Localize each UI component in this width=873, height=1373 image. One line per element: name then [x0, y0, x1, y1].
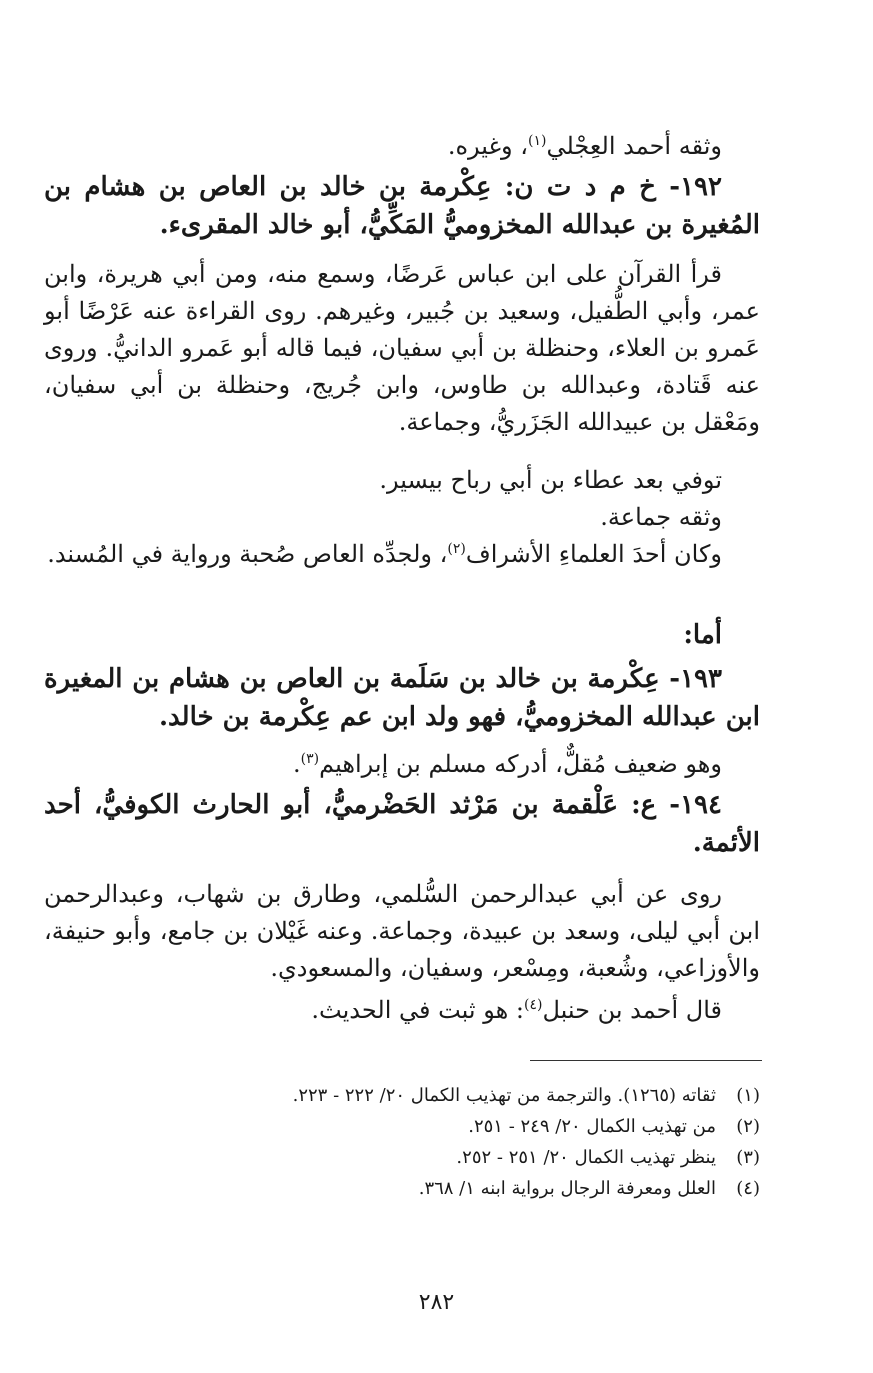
footnote-item [44, 1173, 760, 1204]
paragraph-text: وثقه أحمد العِجْلي [546, 132, 722, 160]
paragraph-narrators: روى عن أبي عبدالرحمن السُّلمي، وطارق بن شهاب، وعبدالرحمن ابن أبي ليلى، وسعد بن عبيدة، وجماعة. وعنه غَيْلان بن جامع، وأبو حنيفة، والأوزاعي، وشُعبة، ومِسْعر، وسفيان، والمسعودي. [44, 880, 760, 982]
footnote-text: ثقاته (١٢٦٥). والترجمة من تهذيب الكمال ٢٠/ ٢٢٢ - ٢٢٣. [292, 1085, 716, 1106]
paragraph-text: ، وغيره. [447, 132, 529, 160]
paragraph-trust: وثقه جماعة. [600, 503, 722, 531]
entry-194-heading: ١٩٤- ع: عَلْقمة بن مَرْثد الحَضْرميُّ، أبو الحارث الكوفيُّ، أحد الأئمة. [44, 790, 760, 858]
footnote-ref: (٣) [300, 751, 320, 767]
paragraph-weak [44, 746, 760, 783]
paragraph-reading: قرأ القرآن على ابن عباس عَرضًا، وسمع منه، ومن أبي هريرة، وابن عمر، وأبي الطُّفيل، وسعيد بن جُبير، وغيرهم. روى القراءة عنه عَرْضًا أبو عَمرو بن العلاء، وحنظلة بن أبي سفيان، فيما قاله أبو عَمرو الدانيُّ. وروى عنه قَتادة، وعبدالله بن طاوس، وابن جُريج، وحنظلة بن أبي سفيان، ومَعْقل بن عبيدالله الجَزَريُّ، وجماعة. [44, 260, 760, 436]
paragraph-death: توفي بعد عطاء بن أبي رباح بيسير. [379, 466, 722, 494]
page-number: ٢٨٢ [418, 1290, 455, 1315]
footnote-number: (١) [736, 1085, 760, 1106]
entry-192-heading: ١٩٢- خ م د ت ن: عِكْرمة بن خالد بن العاص بن هشام بن المُغيرة بن عبدالله المخزوميُّ المَكِّيُّ، أبو خالد المقرىء. [44, 172, 760, 240]
footnote-number: (٣) [736, 1147, 760, 1168]
footnote-item [44, 1080, 760, 1111]
paragraph-ijli [44, 128, 760, 165]
footnote-ref: (٤) [524, 997, 543, 1013]
footnote-text: ينظر تهذيب الكمال ٢٠/ ٢٥١ - ٢٥٢. [456, 1147, 716, 1168]
footnote-number: (٤) [736, 1178, 760, 1199]
paragraph-text: ، ولجدِّه العاص صُحبة ورواية في المُسند. [47, 540, 448, 568]
paragraph-text: وكان أحدَ العلماءِ الأشراف [465, 540, 722, 568]
footnote-ref: (٢) [447, 541, 466, 557]
footnote-item [44, 1142, 760, 1173]
paragraph-text: . [293, 750, 301, 778]
paragraph-text: : هو ثبت في الحديث. [311, 996, 524, 1024]
footnote-divider [530, 1060, 762, 1061]
paragraph-text: قال أحمد بن حنبل [542, 996, 722, 1024]
footnotes [44, 1080, 760, 1204]
footnote-ref: (١) [528, 133, 547, 149]
footnote-text: من تهذيب الكمال ٢٠/ ٢٤٩ - ٢٥١. [468, 1116, 716, 1137]
section-ama: أما: [683, 620, 722, 650]
paragraph-nobles [44, 536, 760, 573]
paragraph-hanbal [44, 992, 760, 1029]
entry-193-heading: ١٩٣- عِكْرمة بن خالد بن سَلَمة بن العاص بن هشام بن المغيرة ابن عبدالله المخزوميُّ، فهو ولد ابن عم عِكْرمة بن خالد. [44, 664, 760, 732]
footnote-number: (٢) [736, 1116, 760, 1137]
footnote-text: العلل ومعرفة الرجال برواية ابنه ١/ ٣٦٨. [418, 1178, 716, 1199]
footnote-item [44, 1111, 760, 1142]
paragraph-text: وهو ضعيف مُقلٌّ، أدركه مسلم بن إبراهيم [319, 750, 722, 778]
